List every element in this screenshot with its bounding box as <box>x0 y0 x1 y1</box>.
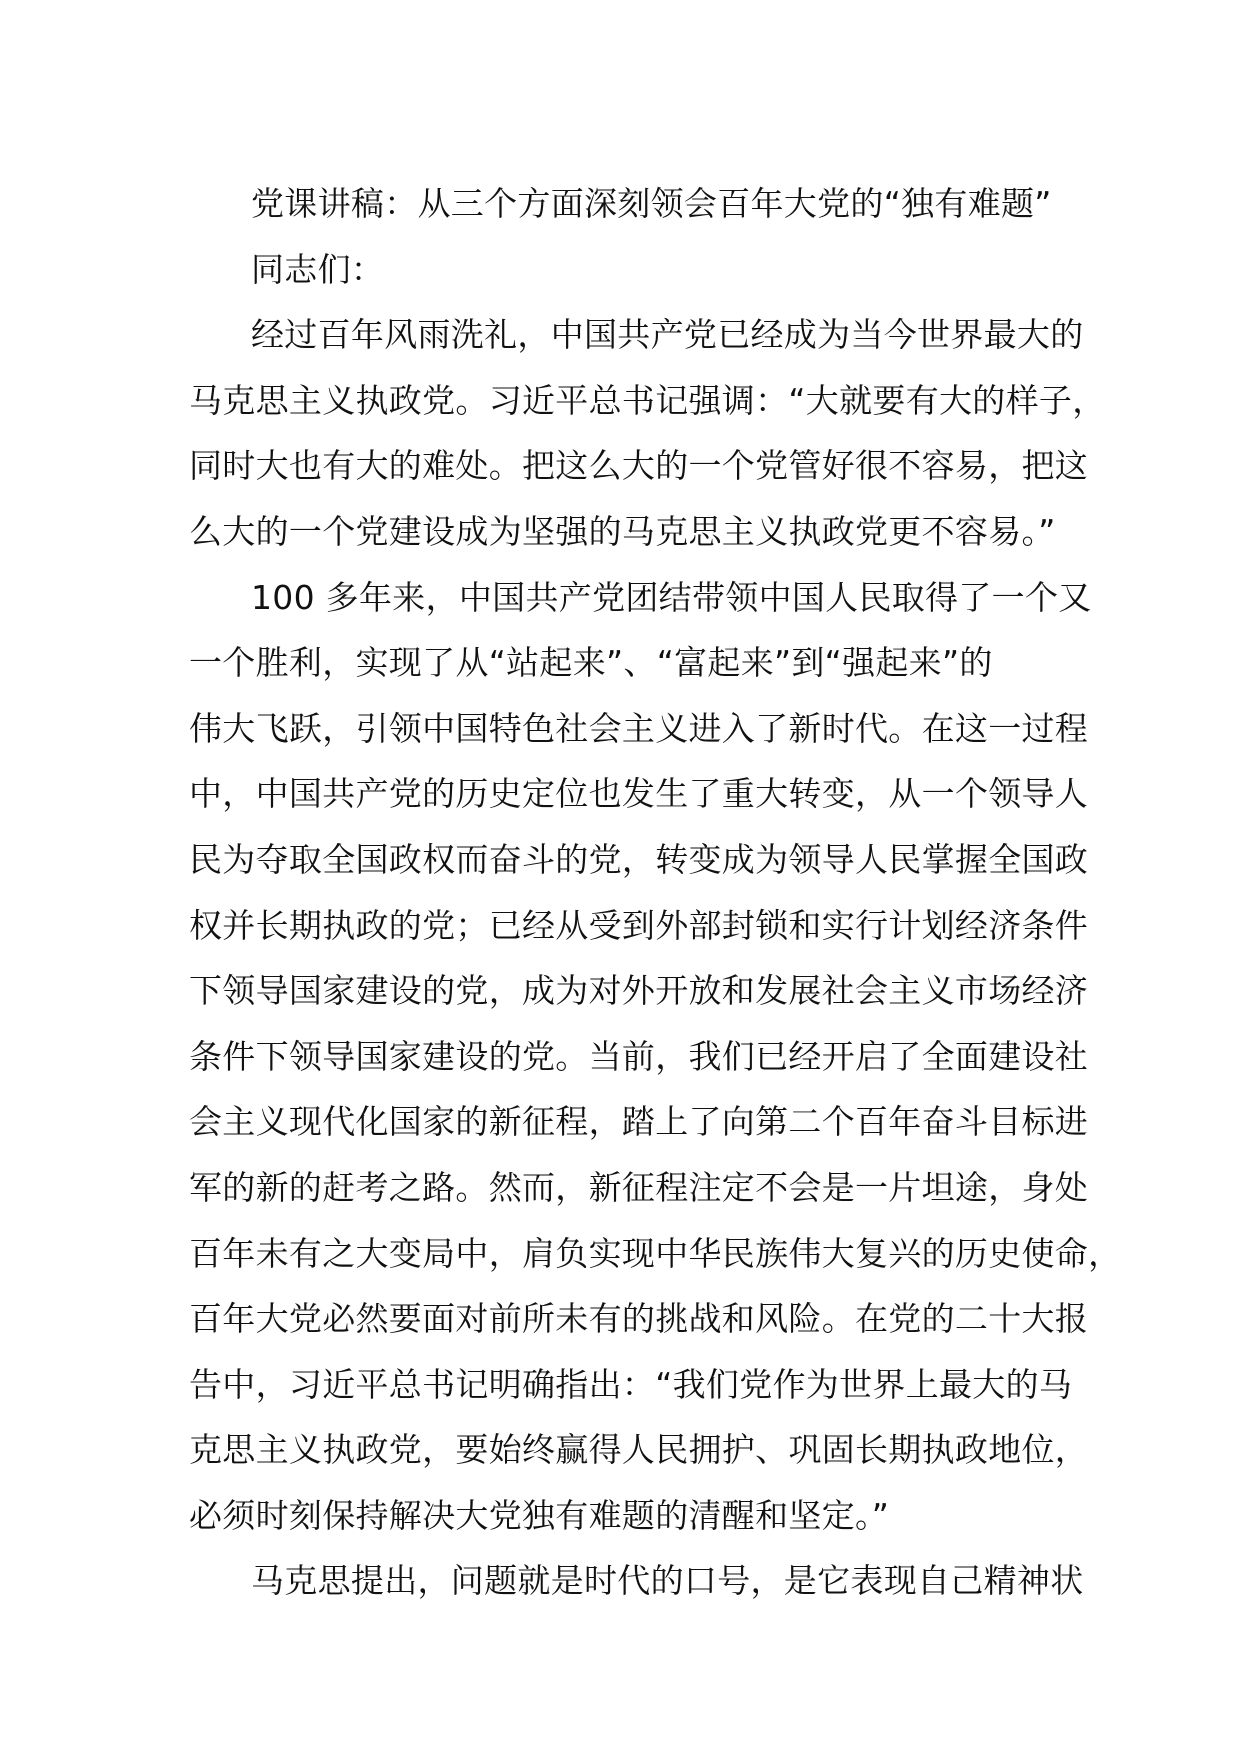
paragraph-2-line: 告中，习近平总书记明确指出：“我们党作为世界上最大的马 <box>189 1364 1073 1404</box>
paragraph-3-line: 马克思提出，问题就是时代的口号，是它表现自己精神状 <box>251 1561 1084 1601</box>
paragraph-1-line: 同时大也有大的难处。把这么大的一个党管好很不容易，把这 <box>189 446 1089 486</box>
paragraph-2-line: 克思主义执政党，要始终赢得人民拥护、巩固长期执政地位， <box>189 1430 1089 1470</box>
paragraph-2-line: 百年未有之大变局中，肩负实现中华民族伟大复兴的历史使命， <box>189 1233 1122 1273</box>
paragraph-2-line: 下领导国家建设的党，成为对外开放和发展社会主义市场经济 <box>189 971 1089 1011</box>
paragraph-1-line: 马克思主义执政党。习近平总书记强调：“大就要有大的样子， <box>189 380 1106 420</box>
paragraph-2-line: 一个胜利，实现了从“站起来”、“富起来”到“强起来”的 <box>189 643 993 683</box>
document-title: 党课讲稿：从三个方面深刻领会百年大党的“独有难题” <box>251 184 1052 223</box>
paragraph-1-line: 么大的一个党建设成为坚强的马克思主义执政党更不容易。” <box>189 511 1056 551</box>
paragraph-2-line: 中，中国共产党的历史定位也发生了重大转变，从一个领导人 <box>189 774 1089 814</box>
paragraph-2-line: 必须时刻保持解决大党独有难题的清醒和坚定。” <box>189 1495 890 1535</box>
paragraph-2-line: 条件下领导国家建设的党。当前，我们已经开启了全面建设社 <box>189 1036 1089 1076</box>
paragraph-2-line: 百年大党必然要面对前所未有的挑战和风险。在党的二十大报 <box>189 1299 1089 1339</box>
paragraph-2-line: 100 多年来，中国共产党团结带领中国人民取得了一个又 <box>251 577 1092 617</box>
paragraph-2-line: 会主义现代化国家的新征程，踏上了向第二个百年奋斗目标进 <box>189 1102 1089 1142</box>
paragraph-2-line: 军的新的赶考之路。然而，新征程注定不会是一片坦途，身处 <box>189 1167 1089 1207</box>
salutation: 同志们： <box>251 249 385 289</box>
paragraph-2-line: 权并长期执政的党；已经从受到外部封锁和实行计划经济条件 <box>189 905 1089 945</box>
document-body <box>189 171 1122 1614</box>
paragraph-2-line: 伟大飞跃，引领中国特色社会主义进入了新时代。在这一过程 <box>189 708 1089 748</box>
paragraph-1-line: 经过百年风雨洗礼，中国共产党已经成为当今世界最大的 <box>251 315 1084 355</box>
paragraph-2-line: 民为夺取全国政权而奋斗的党，转变成为领导人民掌握全国政 <box>189 839 1089 879</box>
